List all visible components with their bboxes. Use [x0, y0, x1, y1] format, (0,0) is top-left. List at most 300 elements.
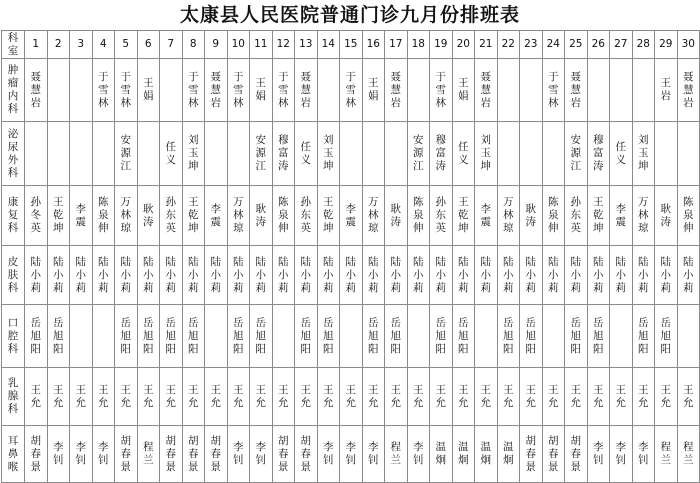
doctor-name: 陆小莉: [570, 255, 581, 294]
doctor-name: 岳旭阳: [53, 316, 64, 355]
schedule-cell: [182, 122, 205, 186]
schedule-cell: [205, 246, 228, 305]
schedule-cell: [475, 122, 498, 186]
doctor-name: 陆小莉: [435, 255, 446, 294]
schedule-cell: [655, 426, 678, 483]
day-header-26: 26: [587, 31, 610, 59]
schedule-cell: [542, 186, 565, 246]
doctor-name: 万林琼: [503, 196, 514, 234]
doctor-name: 王允: [413, 383, 424, 409]
schedule-cell: [610, 368, 633, 426]
schedule-cell: [655, 368, 678, 426]
doctor-name: 陈泉伸: [98, 196, 109, 234]
doctor-name: 聂慧岩: [570, 70, 581, 109]
schedule-cell: [340, 186, 363, 246]
schedule-cell: [520, 186, 543, 246]
schedule-cell: [542, 122, 565, 186]
schedule-cell: [182, 426, 205, 483]
doctor-name: 李钊: [638, 441, 649, 466]
schedule-cell: [92, 122, 115, 186]
header-row: [2, 31, 700, 59]
doctor-name: 安源江: [570, 134, 581, 172]
schedule-cell: [227, 368, 250, 426]
doctor-name: 王娟: [255, 77, 266, 102]
doctor-name: 聂慧岩: [480, 70, 491, 109]
schedule-cell: [182, 246, 205, 305]
schedule-cell: [452, 305, 475, 368]
day-header-11: 11: [250, 31, 273, 59]
schedule-cell: [295, 368, 318, 426]
doctor-name: 岳旭阳: [660, 316, 671, 355]
schedule-cell: [250, 368, 273, 426]
doctor-name: 岳旭阳: [255, 316, 266, 355]
doctor-name: 王允: [570, 383, 581, 409]
doctor-name: 李震: [75, 202, 86, 228]
day-header-6: 6: [137, 31, 160, 59]
schedule-cell: [497, 368, 520, 426]
day-header-10: 10: [227, 31, 250, 59]
dept-name: 肿瘤内科: [7, 64, 19, 115]
schedule-cell: [137, 59, 160, 122]
schedule-cell: [250, 246, 273, 305]
doctor-name: 陆小莉: [165, 255, 176, 294]
doctor-name: 孙东英: [570, 196, 581, 234]
schedule-cell: [47, 305, 70, 368]
schedule-cell: [497, 186, 520, 246]
schedule-cell: [430, 305, 453, 368]
schedule-cell: [497, 59, 520, 122]
doctor-name: 李钊: [53, 441, 64, 466]
schedule-cell: [317, 59, 340, 122]
schedule-cell: [677, 59, 700, 122]
doctor-name: 聂慧岩: [683, 70, 694, 109]
doctor-name: 李震: [345, 202, 356, 228]
schedule-cell: [407, 122, 430, 186]
doctor-name: 耿涛: [525, 202, 536, 228]
doctor-name: 陈泉伸: [683, 196, 694, 234]
schedule-cell: [295, 426, 318, 483]
day-header-3: 3: [70, 31, 93, 59]
schedule-cell: [92, 305, 115, 368]
schedule-cell: [250, 186, 273, 246]
doctor-name: 王允: [300, 383, 311, 409]
doctor-name: 胡春景: [525, 434, 536, 473]
schedule-cell: [632, 59, 655, 122]
doctor-name: 王乾坤: [593, 196, 604, 234]
schedule-cell: [475, 305, 498, 368]
dept-row: [2, 426, 700, 483]
doctor-name: 温炯: [458, 441, 469, 466]
schedule-cell: [70, 426, 93, 483]
doctor-name: 程兰: [143, 441, 154, 466]
schedule-cell: [317, 186, 340, 246]
doctor-name: 王允: [683, 383, 694, 409]
doctor-name: 穆富涛: [435, 134, 446, 172]
schedule-cell: [295, 246, 318, 305]
schedule-cell: [632, 368, 655, 426]
schedule-cell: [385, 305, 408, 368]
doctor-name: 岳旭阳: [233, 316, 244, 355]
schedule-cell: [205, 368, 228, 426]
day-header-20: 20: [452, 31, 475, 59]
schedule-cell: [137, 186, 160, 246]
schedule-cell: [272, 186, 295, 246]
day-header-9: 9: [205, 31, 228, 59]
doctor-name: 王允: [210, 383, 221, 409]
day-header-29: 29: [655, 31, 678, 59]
schedule-cell: [587, 59, 610, 122]
doctor-name: 万林琼: [368, 196, 379, 234]
doctor-name: 陆小莉: [593, 255, 604, 294]
schedule-cell: [587, 426, 610, 483]
schedule-cell: [655, 186, 678, 246]
day-header-30: 30: [677, 31, 700, 59]
day-header-14: 14: [317, 31, 340, 59]
doctor-name: 李钊: [323, 441, 334, 466]
doctor-name: 于雪林: [548, 70, 559, 109]
day-header-18: 18: [407, 31, 430, 59]
schedule-cell: [205, 426, 228, 483]
doctor-name: 聂慧岩: [210, 70, 221, 109]
schedule-cell: [520, 426, 543, 483]
doctor-name: 王允: [368, 383, 379, 409]
schedule-cell: [295, 305, 318, 368]
dept-name: 乳腺科: [7, 377, 19, 415]
schedule-cell: [92, 368, 115, 426]
day-header-13: 13: [295, 31, 318, 59]
schedule-cell: [677, 122, 700, 186]
schedule-cell: [47, 246, 70, 305]
schedule-cell: [227, 426, 250, 483]
schedule-cell: [115, 368, 138, 426]
schedule-cell: [317, 246, 340, 305]
schedule-cell: [160, 186, 183, 246]
schedule-cell: [385, 426, 408, 483]
doctor-name: 陆小莉: [30, 255, 41, 294]
schedule-cell: [632, 305, 655, 368]
doctor-name: 安源江: [413, 134, 424, 172]
doctor-name: 胡春景: [120, 434, 131, 473]
doctor-name: 陆小莉: [300, 255, 311, 294]
schedule-cell: [362, 368, 385, 426]
doctor-name: 王允: [278, 383, 289, 409]
dept-label: [2, 305, 25, 368]
schedule-cell: [160, 59, 183, 122]
dept-row: [2, 186, 700, 246]
doctor-name: 安源江: [120, 134, 131, 172]
schedule-cell: [25, 246, 48, 305]
day-header-15: 15: [340, 31, 363, 59]
schedule-cell: [587, 122, 610, 186]
doctor-name: 温炯: [503, 441, 514, 466]
schedule-cell: [587, 305, 610, 368]
schedule-cell: [205, 59, 228, 122]
schedule-cell: [47, 186, 70, 246]
schedule-cell: [430, 426, 453, 483]
doctor-name: 万林琼: [120, 196, 131, 234]
doctor-name: 胡春景: [188, 434, 199, 473]
schedule-cell: [452, 59, 475, 122]
doctor-name: 孙冬英: [30, 196, 41, 234]
doctor-name: 陆小莉: [390, 255, 401, 294]
schedule-cell: [565, 426, 588, 483]
schedule-cell: [92, 186, 115, 246]
schedule-cell: [115, 186, 138, 246]
schedule-cell: [227, 59, 250, 122]
schedule-cell: [542, 246, 565, 305]
schedule-cell: [340, 246, 363, 305]
schedule-cell: [430, 246, 453, 305]
doctor-name: 胡春景: [278, 434, 289, 473]
schedule-cell: [272, 246, 295, 305]
schedule-cell: [137, 368, 160, 426]
schedule-cell: [362, 305, 385, 368]
dept-label: [2, 186, 25, 246]
schedule-cell: [295, 122, 318, 186]
schedule-cell: [452, 426, 475, 483]
doctor-name: 陆小莉: [638, 255, 649, 294]
schedule-cell: [160, 426, 183, 483]
schedule-cell: [520, 122, 543, 186]
doctor-name: 陆小莉: [143, 255, 154, 294]
doctor-name: 岳旭阳: [188, 316, 199, 355]
doctor-name: 王允: [98, 383, 109, 409]
doctor-name: 李钊: [255, 441, 266, 466]
schedule-cell: [610, 186, 633, 246]
doctor-name: 胡春景: [300, 434, 311, 473]
schedule-cell: [677, 305, 700, 368]
doctor-name: 岳旭阳: [143, 316, 154, 355]
day-header-25: 25: [565, 31, 588, 59]
schedule-cell: [25, 186, 48, 246]
doctor-name: 岳旭阳: [30, 316, 41, 355]
doctor-name: 耿涛: [255, 202, 266, 228]
doctor-name: 岳旭阳: [165, 316, 176, 355]
dept-name: 康复科: [7, 196, 19, 234]
schedule-cell: [407, 59, 430, 122]
schedule-cell: [497, 305, 520, 368]
doctor-name: 穆富涛: [593, 134, 604, 172]
schedule-cell: [182, 368, 205, 426]
doctor-name: 岳旭阳: [503, 316, 514, 355]
schedule-cell: [115, 59, 138, 122]
doctor-name: 李钊: [593, 441, 604, 466]
dept-row: [2, 122, 700, 186]
dept-label: [2, 426, 25, 483]
doctor-name: 李震: [480, 202, 491, 228]
doctor-name: 李钊: [98, 441, 109, 466]
schedule-cell: [565, 186, 588, 246]
schedule-cell: [407, 186, 430, 246]
schedule-cell: [362, 246, 385, 305]
schedule-cell: [137, 426, 160, 483]
doctor-name: 刘玉坤: [638, 134, 649, 172]
schedule-cell: [182, 186, 205, 246]
schedule-cell: [655, 122, 678, 186]
schedule-cell: [160, 368, 183, 426]
doctor-name: 陆小莉: [683, 255, 694, 294]
schedule-cell: [610, 122, 633, 186]
schedule-cell: [610, 246, 633, 305]
doctor-name: 岳旭阳: [300, 316, 311, 355]
doctor-name: 陈泉伸: [548, 196, 559, 234]
schedule-cell: [565, 59, 588, 122]
schedule-cell: [137, 122, 160, 186]
schedule-cell: [227, 186, 250, 246]
schedule-cell: [497, 246, 520, 305]
doctor-name: 陈泉伸: [278, 196, 289, 234]
doctor-name: 程兰: [390, 441, 401, 466]
doctor-name: 王允: [615, 383, 626, 409]
dept-row: [2, 59, 700, 122]
day-header-28: 28: [632, 31, 655, 59]
schedule-cell: [430, 186, 453, 246]
doctor-name: 李钊: [233, 441, 244, 466]
schedule-cell: [542, 305, 565, 368]
schedule-cell: [385, 122, 408, 186]
doctor-name: 温炯: [480, 441, 491, 466]
doctor-name: 王允: [143, 383, 154, 409]
schedule-cell: [115, 305, 138, 368]
schedule-cell: [632, 426, 655, 483]
doctor-name: 岳旭阳: [638, 316, 649, 355]
schedule-cell: [295, 59, 318, 122]
schedule-cell: [587, 368, 610, 426]
doctor-name: 王允: [345, 383, 356, 409]
doctor-name: 刘玉坤: [188, 134, 199, 172]
schedule-cell: [362, 59, 385, 122]
doctor-name: 王允: [233, 383, 244, 409]
doctor-name: 胡春景: [165, 434, 176, 473]
day-header-23: 23: [520, 31, 543, 59]
schedule-cell: [632, 122, 655, 186]
page-title: 太康县人民医院普通门诊九月份排班表: [179, 4, 520, 26]
schedule-cell: [25, 426, 48, 483]
schedule-cell: [385, 246, 408, 305]
doctor-name: 岳旭阳: [570, 316, 581, 355]
doctor-name: 胡春景: [548, 434, 559, 473]
schedule-cell: [565, 368, 588, 426]
doctor-name: 王允: [120, 383, 131, 409]
day-header-27: 27: [610, 31, 633, 59]
doctor-name: 聂慧岩: [390, 70, 401, 109]
doctor-name: 陆小莉: [255, 255, 266, 294]
doctor-name: 万林琼: [233, 196, 244, 234]
day-header-12: 12: [272, 31, 295, 59]
schedule-cell: [430, 368, 453, 426]
doctor-name: 胡春景: [30, 434, 41, 473]
doctor-name: 程兰: [683, 441, 694, 466]
schedule-cell: [520, 246, 543, 305]
schedule-cell: [340, 305, 363, 368]
doctor-name: 陆小莉: [615, 255, 626, 294]
doctor-name: 孙东英: [300, 196, 311, 234]
doctor-name: 王允: [480, 383, 491, 409]
dept-label: [2, 59, 25, 122]
schedule-cell: [70, 186, 93, 246]
doctor-name: 陆小莉: [188, 255, 199, 294]
doctor-name: 岳旭阳: [390, 316, 401, 355]
schedule-cell: [610, 59, 633, 122]
doctor-name: 程兰: [660, 441, 671, 466]
day-header-21: 21: [475, 31, 498, 59]
doctor-name: 万林琼: [638, 196, 649, 234]
doctor-name: 陆小莉: [413, 255, 424, 294]
schedule-cell: [25, 368, 48, 426]
schedule-cell: [92, 59, 115, 122]
schedule-cell: [137, 305, 160, 368]
doctor-name: 聂慧岩: [300, 70, 311, 109]
schedule-cell: [250, 59, 273, 122]
doctor-name: 王娟: [368, 77, 379, 102]
schedule-cell: [182, 305, 205, 368]
doctor-name: 陆小莉: [53, 255, 64, 294]
schedule-cell: [407, 368, 430, 426]
doctor-name: 陆小莉: [368, 255, 379, 294]
schedule-cell: [385, 368, 408, 426]
schedule-cell: [295, 186, 318, 246]
schedule-cell: [227, 246, 250, 305]
doctor-name: 岳旭阳: [323, 316, 334, 355]
doctor-name: 王岩: [660, 77, 671, 102]
doctor-name: 王乾坤: [53, 196, 64, 234]
doctor-name: 陆小莉: [98, 255, 109, 294]
doctor-name: 于雪林: [278, 70, 289, 109]
schedule-cell: [632, 246, 655, 305]
doctor-name: 王娟: [458, 77, 469, 102]
doctor-name: 王允: [503, 383, 514, 409]
schedule-cell: [542, 368, 565, 426]
dept-label: [2, 122, 25, 186]
schedule-cell: [272, 59, 295, 122]
doctor-name: 王允: [165, 383, 176, 409]
schedule-cell: [565, 246, 588, 305]
schedule-cell: [70, 122, 93, 186]
doctor-name: 于雪林: [188, 70, 199, 109]
doctor-name: 王允: [30, 383, 41, 409]
schedule-cell: [407, 426, 430, 483]
schedule-cell: [475, 186, 498, 246]
day-header-22: 22: [497, 31, 520, 59]
schedule-cell: [452, 122, 475, 186]
schedule-cell: [47, 122, 70, 186]
schedule-cell: [70, 246, 93, 305]
dept-row: [2, 305, 700, 368]
schedule-cell: [340, 59, 363, 122]
schedule-cell: [677, 368, 700, 426]
doctor-name: 王娟: [143, 77, 154, 102]
doctor-name: 孙东英: [435, 196, 446, 234]
doctor-name: 耿涛: [390, 202, 401, 228]
schedule-cell: [565, 122, 588, 186]
doctor-name: 于雪林: [435, 70, 446, 109]
schedule-cell: [475, 368, 498, 426]
doctor-name: 胡春景: [210, 434, 221, 473]
schedule-cell: [475, 246, 498, 305]
schedule-cell: [520, 305, 543, 368]
doctor-name: 陆小莉: [120, 255, 131, 294]
doctor-name: 穆富涛: [278, 134, 289, 172]
schedule-cell: [385, 186, 408, 246]
doctor-name: 王允: [390, 383, 401, 409]
doctor-name: 陆小莉: [480, 255, 491, 294]
schedule-cell: [317, 305, 340, 368]
schedule-cell: [655, 246, 678, 305]
doctor-name: 岳旭阳: [458, 316, 469, 355]
doctor-name: 王乾坤: [458, 196, 469, 234]
schedule-cell: [362, 426, 385, 483]
schedule-cell: [430, 59, 453, 122]
